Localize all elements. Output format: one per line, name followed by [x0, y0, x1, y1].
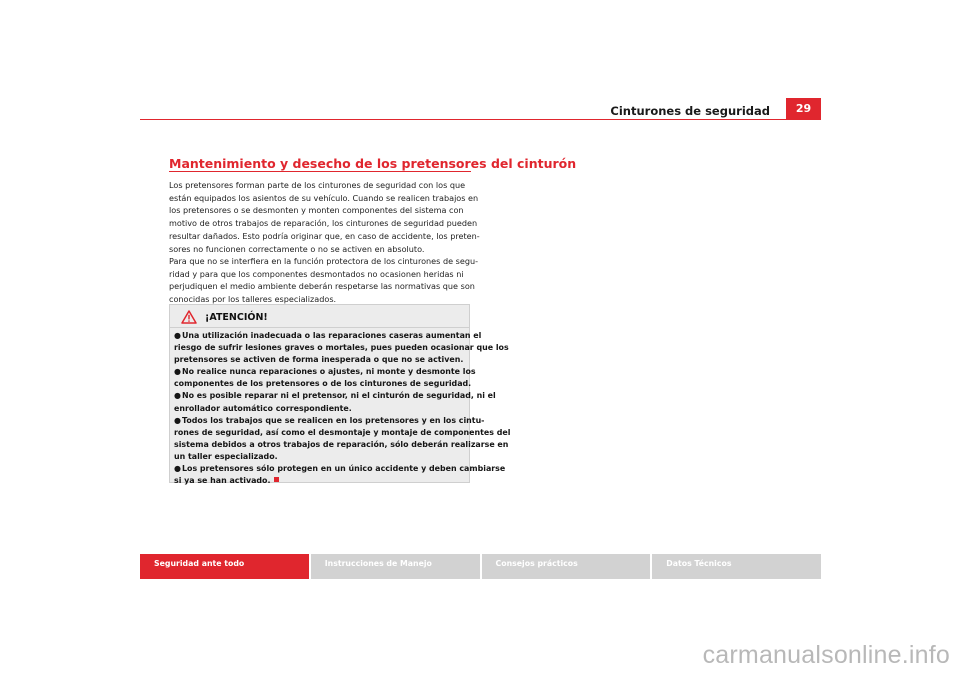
paragraph-line: ridad y para que los componentes desmontados no ocasionen heridas ni [169, 268, 464, 279]
warning-line: Los pretensores sólo protegen en un único accidente y deben cambiarse [182, 464, 506, 474]
tab-instrucciones-de-manejo[interactable]: Instrucciones de Manejo [311, 554, 480, 579]
bullet-icon: ● [174, 415, 181, 425]
warning-line: riesgo de sufrir lesiones graves o mortales, pues pueden ocasionar que los [174, 343, 509, 353]
warning-line: enrollador automático correspondiente. [174, 403, 352, 413]
body-paragraph [169, 255, 479, 306]
warning-item [174, 330, 509, 366]
warning-item [174, 463, 506, 487]
watermark: carmanualsonline.info [702, 641, 950, 669]
warning-line: Todos los trabajos que se realicen en los pretensores y en los cintu- [182, 415, 485, 425]
end-of-section-icon [274, 477, 279, 482]
warning-item [174, 415, 511, 463]
paragraph-line: perjudiquen el medio ambiente deberán respetarse las normativas que son [169, 281, 475, 292]
warning-divider [170, 327, 469, 328]
tab-seguridad-ante-todo[interactable]: Seguridad ante todo [140, 554, 309, 579]
bullet-icon: ● [174, 391, 181, 401]
bullet-icon: ● [174, 464, 181, 474]
tab-datos-tecnicos[interactable]: Datos Técnicos [652, 554, 821, 579]
warning-line: un taller especializado. [174, 451, 278, 461]
tab-consejos-practicos[interactable]: Consejos prácticos [482, 554, 651, 579]
paragraph-line: motivo de otros trabajos de reparación, los cinturones de seguridad pueden [169, 218, 478, 229]
warning-list [174, 330, 511, 487]
warning-line: rones de seguridad, así como el desmontaje y montaje de componentes del [174, 427, 511, 437]
warning-line: No es posible reparar ni el pretensor, ni el cinturón de seguridad, ni el [182, 391, 496, 401]
warning-line: si ya se han activado. [174, 476, 271, 486]
warning-item [174, 390, 496, 414]
warning-line: No realice nunca reparaciones o ajustes, ni monte y desmonte los [182, 367, 476, 377]
paragraph-line: los pretensores o se desmonten y monten componentes del sistema con [169, 205, 464, 216]
warning-line: sistema debidos a otros trabajos de reparación, sólo deberán realizarse en [174, 439, 509, 449]
section-title: Mantenimiento y desecho de los pretensores del cinturón [169, 156, 577, 171]
warning-line: pretensores se activen de forma inesperada o que no se activen. [174, 355, 464, 365]
warning-item [174, 366, 476, 390]
header-rule [140, 119, 821, 120]
chapter-title: Cinturones de seguridad [610, 104, 770, 118]
bullet-icon: ● [174, 331, 181, 340]
bullet-icon: ● [174, 367, 181, 377]
warning-box [169, 304, 511, 486]
paragraph-line: sores no funcionen correctamente o no se activen en absoluto. [169, 243, 425, 254]
footer-nav [140, 554, 821, 579]
paragraph-line: están equipados los asientos de su vehículo. Cuando se realicen trabajos en [169, 192, 479, 203]
warning-header [170, 305, 469, 327]
warning-line: componentes de los pretensores o de los cinturones de seguridad. [174, 379, 472, 389]
body-paragraph [169, 179, 480, 255]
paragraph-line: Para que no se interfiera en la función protectora de los cinturones de segu- [169, 256, 479, 266]
section-rule [169, 171, 471, 172]
paragraph-line: Los pretensores forman parte de los cinturones de seguridad con los que [169, 180, 466, 190]
paragraph-line: conocidas por los talleres especializados. [169, 294, 337, 305]
page-number: 29 [786, 98, 821, 119]
warning-title: ¡ATENCIÓN! [205, 312, 268, 323]
paragraph-line: resultar dañados. Esto podría originar que, en caso de accidente, los preten- [169, 230, 480, 241]
warning-line: Una utilización inadecuada o las reparaciones caseras aumentan el [182, 331, 482, 340]
warning-triangle-icon [181, 310, 197, 324]
